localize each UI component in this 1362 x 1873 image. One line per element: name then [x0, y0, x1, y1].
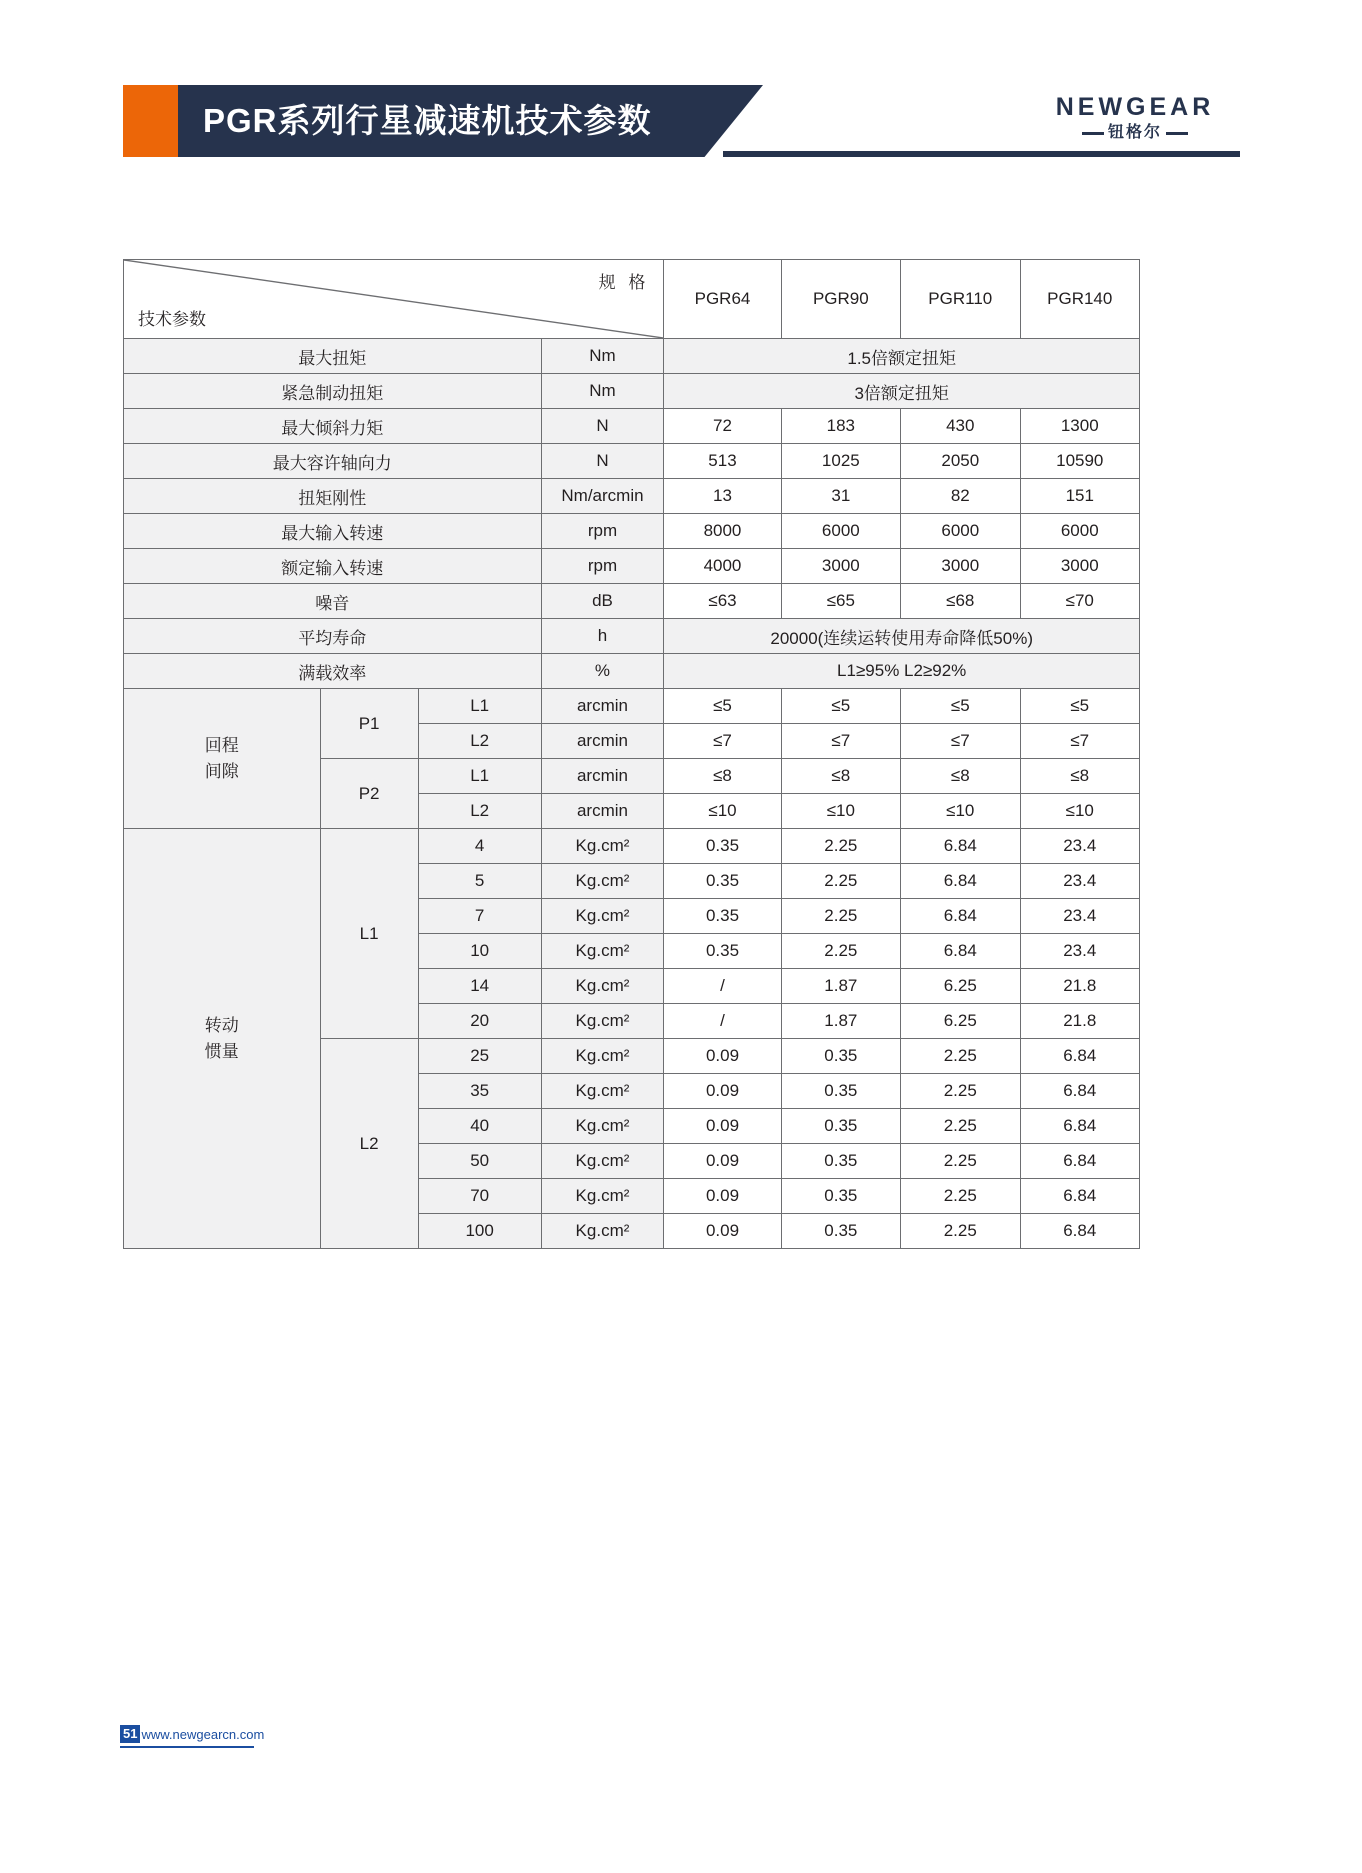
footer-underline	[120, 1746, 254, 1748]
inertia-unit: Kg.cm²	[541, 969, 664, 1004]
row-value: 10590	[1020, 444, 1140, 479]
spec-table-wrap	[123, 259, 1140, 1249]
row-value: 0.35	[664, 899, 781, 934]
table-row	[124, 374, 1140, 409]
row-label: 最大扭矩	[124, 339, 542, 374]
row-value: 0.09	[664, 1144, 781, 1179]
row-value: 21.8	[1020, 1004, 1140, 1039]
inertia-ratio: 20	[418, 1004, 541, 1039]
inertia-unit: Kg.cm²	[541, 1179, 664, 1214]
row-value: 3000	[1020, 549, 1140, 584]
header-banner	[123, 85, 763, 157]
row-value: ≤7	[1020, 724, 1140, 759]
inertia-unit: Kg.cm²	[541, 864, 664, 899]
row-value: 8000	[664, 514, 781, 549]
row-value: 0.35	[664, 934, 781, 969]
header-orange-block	[123, 85, 178, 157]
row-value: ≤10	[664, 794, 781, 829]
row-value: ≤7	[901, 724, 1020, 759]
row-value: ≤10	[901, 794, 1020, 829]
row-value: ≤7	[664, 724, 781, 759]
header-rule	[723, 151, 1240, 157]
inertia-ratio: 70	[418, 1179, 541, 1214]
row-value: 2.25	[901, 1144, 1020, 1179]
row-value: 2.25	[901, 1109, 1020, 1144]
page-title: PGR系列行星减速机技术参数	[203, 102, 652, 139]
row-value: 6.84	[901, 899, 1020, 934]
row-value: ≤63	[664, 584, 781, 619]
row-unit: rpm	[541, 549, 664, 584]
table-row	[124, 584, 1140, 619]
table-row	[124, 409, 1140, 444]
inertia-ratio: 10	[418, 934, 541, 969]
table-header-row	[124, 260, 1140, 339]
row-span-value: 20000(连续运转使用寿命降低50%)	[664, 619, 1140, 654]
inertia-ratio: 35	[418, 1074, 541, 1109]
table-row	[124, 829, 1140, 864]
row-value: 513	[664, 444, 781, 479]
row-value: 13	[664, 479, 781, 514]
row-value: 0.09	[664, 1109, 781, 1144]
inertia-ratio: 4	[418, 829, 541, 864]
inertia-unit: Kg.cm²	[541, 1214, 664, 1249]
row-value: 430	[901, 409, 1020, 444]
row-value: 6.84	[1020, 1109, 1140, 1144]
row-value: 82	[901, 479, 1020, 514]
brand-logo	[1030, 93, 1240, 143]
row-value: ≤65	[781, 584, 900, 619]
inertia-ratio: 14	[418, 969, 541, 1004]
backlash-unit: arcmin	[541, 689, 664, 724]
backlash-level: L2	[418, 724, 541, 759]
row-value: 1300	[1020, 409, 1140, 444]
row-value: 6.84	[1020, 1179, 1140, 1214]
row-unit: dB	[541, 584, 664, 619]
row-value: 0.35	[781, 1214, 900, 1249]
inertia-unit: Kg.cm²	[541, 1004, 664, 1039]
row-value: ≤68	[901, 584, 1020, 619]
row-value: 23.4	[1020, 899, 1140, 934]
brand-logo-sub: 钮格尔	[1082, 123, 1188, 143]
row-value: 0.35	[664, 864, 781, 899]
row-value: ≤5	[1020, 689, 1140, 724]
model-header-pgr140: PGR140	[1020, 260, 1140, 339]
row-value: 6000	[781, 514, 900, 549]
row-value: 0.35	[781, 1109, 900, 1144]
inertia-unit: Kg.cm²	[541, 1109, 664, 1144]
row-label: 噪音	[124, 584, 542, 619]
row-value: 6.25	[901, 1004, 1020, 1039]
table-corner-cell	[124, 260, 664, 339]
page-footer	[120, 1725, 520, 1745]
inertia-ratio: 40	[418, 1109, 541, 1144]
backlash-stage-p2: P2	[320, 759, 418, 829]
backlash-unit: arcmin	[541, 794, 664, 829]
row-label: 紧急制动扭矩	[124, 374, 542, 409]
inertia-label-line1: 转动	[204, 1015, 239, 1035]
row-value: 6.84	[1020, 1074, 1140, 1109]
table-row	[124, 549, 1140, 584]
row-value: ≤5	[901, 689, 1020, 724]
row-value: 23.4	[1020, 864, 1140, 899]
backlash-group-label	[124, 689, 321, 829]
page-number: 51	[120, 1725, 140, 1743]
row-unit: rpm	[541, 514, 664, 549]
row-unit: Nm	[541, 339, 664, 374]
table-row	[124, 514, 1140, 549]
backlash-unit: arcmin	[541, 724, 664, 759]
row-label: 额定输入转速	[124, 549, 542, 584]
parameter-axis-label: 技术参数	[138, 310, 206, 329]
inertia-group-label	[124, 829, 321, 1249]
row-value: 2050	[901, 444, 1020, 479]
row-value: ≤10	[1020, 794, 1140, 829]
row-value: 0.09	[664, 1179, 781, 1214]
row-value: 31	[781, 479, 900, 514]
row-value: 2.25	[901, 1039, 1020, 1074]
page-header	[123, 85, 1240, 157]
inertia-unit: Kg.cm²	[541, 829, 664, 864]
row-value: ≤7	[781, 724, 900, 759]
row-label: 扭矩刚性	[124, 479, 542, 514]
row-value: 21.8	[1020, 969, 1140, 1004]
row-label: 最大容许轴向力	[124, 444, 542, 479]
row-value: ≤8	[664, 759, 781, 794]
row-value: 2.25	[901, 1179, 1020, 1214]
row-unit: h	[541, 619, 664, 654]
row-value: /	[664, 1004, 781, 1039]
row-value: 0.35	[781, 1039, 900, 1074]
row-value: 2.25	[781, 934, 900, 969]
inertia-ratio: 5	[418, 864, 541, 899]
row-value: 23.4	[1020, 829, 1140, 864]
row-value: 0.09	[664, 1039, 781, 1074]
row-value: 6.25	[901, 969, 1020, 1004]
row-label: 最大输入转速	[124, 514, 542, 549]
row-value: 2.25	[781, 829, 900, 864]
spec-axis-label: 规 格	[598, 273, 650, 292]
brand-logo-main: NEWGEAR	[1055, 93, 1215, 121]
table-row	[124, 444, 1140, 479]
inertia-unit: Kg.cm²	[541, 1039, 664, 1074]
inertia-ratio: 25	[418, 1039, 541, 1074]
model-header-pgr64: PGR64	[664, 260, 781, 339]
row-label: 最大倾斜力矩	[124, 409, 542, 444]
row-value: 0.35	[664, 829, 781, 864]
inertia-unit: Kg.cm²	[541, 934, 664, 969]
inertia-ratio: 100	[418, 1214, 541, 1249]
model-header-pgr90: PGR90	[781, 260, 900, 339]
row-value: 6.84	[1020, 1039, 1140, 1074]
row-value: 2.25	[901, 1214, 1020, 1249]
row-value: 0.09	[664, 1214, 781, 1249]
row-value: 0.35	[781, 1179, 900, 1214]
footer-website[interactable]: www.newgearcn.com	[141, 1726, 265, 1742]
row-value: 72	[664, 409, 781, 444]
backlash-level: L1	[418, 759, 541, 794]
row-value: /	[664, 969, 781, 1004]
row-value: 6.84	[901, 864, 1020, 899]
backlash-unit: arcmin	[541, 759, 664, 794]
model-header-pgr110: PGR110	[901, 260, 1020, 339]
row-value: 0.35	[781, 1144, 900, 1179]
spec-table	[123, 259, 1140, 1249]
row-value: 1025	[781, 444, 900, 479]
row-value: ≤5	[664, 689, 781, 724]
backlash-stage-p1: P1	[320, 689, 418, 759]
row-value: 0.35	[781, 1074, 900, 1109]
row-value: ≤8	[781, 759, 900, 794]
inertia-unit: Kg.cm²	[541, 1074, 664, 1109]
row-value: 6000	[1020, 514, 1140, 549]
row-value: 6.84	[901, 934, 1020, 969]
backlash-label-line1: 回程	[204, 735, 239, 755]
row-value: 2.25	[781, 899, 900, 934]
row-value: 3000	[781, 549, 900, 584]
row-unit: N	[541, 409, 664, 444]
row-label: 满载效率	[124, 654, 542, 689]
inertia-unit: Kg.cm²	[541, 899, 664, 934]
row-value: 6000	[901, 514, 1020, 549]
backlash-level: L2	[418, 794, 541, 829]
row-value: 2.25	[781, 864, 900, 899]
inertia-unit: Kg.cm²	[541, 1144, 664, 1179]
row-span-value: 3倍额定扭矩	[664, 374, 1140, 409]
row-value: 4000	[664, 549, 781, 584]
row-value: ≤8	[901, 759, 1020, 794]
row-value: 183	[781, 409, 900, 444]
inertia-stage-l1: L1	[320, 829, 418, 1039]
row-value: 0.09	[664, 1074, 781, 1109]
inertia-ratio: 50	[418, 1144, 541, 1179]
row-value: 3000	[901, 549, 1020, 584]
row-value: 6.84	[1020, 1144, 1140, 1179]
table-row	[124, 339, 1140, 374]
row-value: 2.25	[901, 1074, 1020, 1109]
inertia-stage-l2: L2	[320, 1039, 418, 1249]
row-value: 151	[1020, 479, 1140, 514]
row-unit: Nm	[541, 374, 664, 409]
row-unit: Nm/arcmin	[541, 479, 664, 514]
row-unit: %	[541, 654, 664, 689]
table-row	[124, 654, 1140, 689]
table-row	[124, 479, 1140, 514]
row-value: ≤10	[781, 794, 900, 829]
row-value: 1.87	[781, 969, 900, 1004]
row-span-value: L1≥95% L2≥92%	[664, 654, 1140, 689]
row-unit: N	[541, 444, 664, 479]
row-label: 平均寿命	[124, 619, 542, 654]
table-row	[124, 689, 1140, 724]
inertia-label-line2: 惯量	[204, 1041, 239, 1061]
row-value: 6.84	[1020, 1214, 1140, 1249]
row-value: 23.4	[1020, 934, 1140, 969]
row-value: ≤5	[781, 689, 900, 724]
row-span-value: 1.5倍额定扭矩	[664, 339, 1140, 374]
backlash-level: L1	[418, 689, 541, 724]
backlash-label-line2: 间隙	[204, 761, 239, 781]
row-value: 6.84	[901, 829, 1020, 864]
table-row	[124, 619, 1140, 654]
row-value: ≤8	[1020, 759, 1140, 794]
row-value: 1.87	[781, 1004, 900, 1039]
row-value: ≤70	[1020, 584, 1140, 619]
inertia-ratio: 7	[418, 899, 541, 934]
